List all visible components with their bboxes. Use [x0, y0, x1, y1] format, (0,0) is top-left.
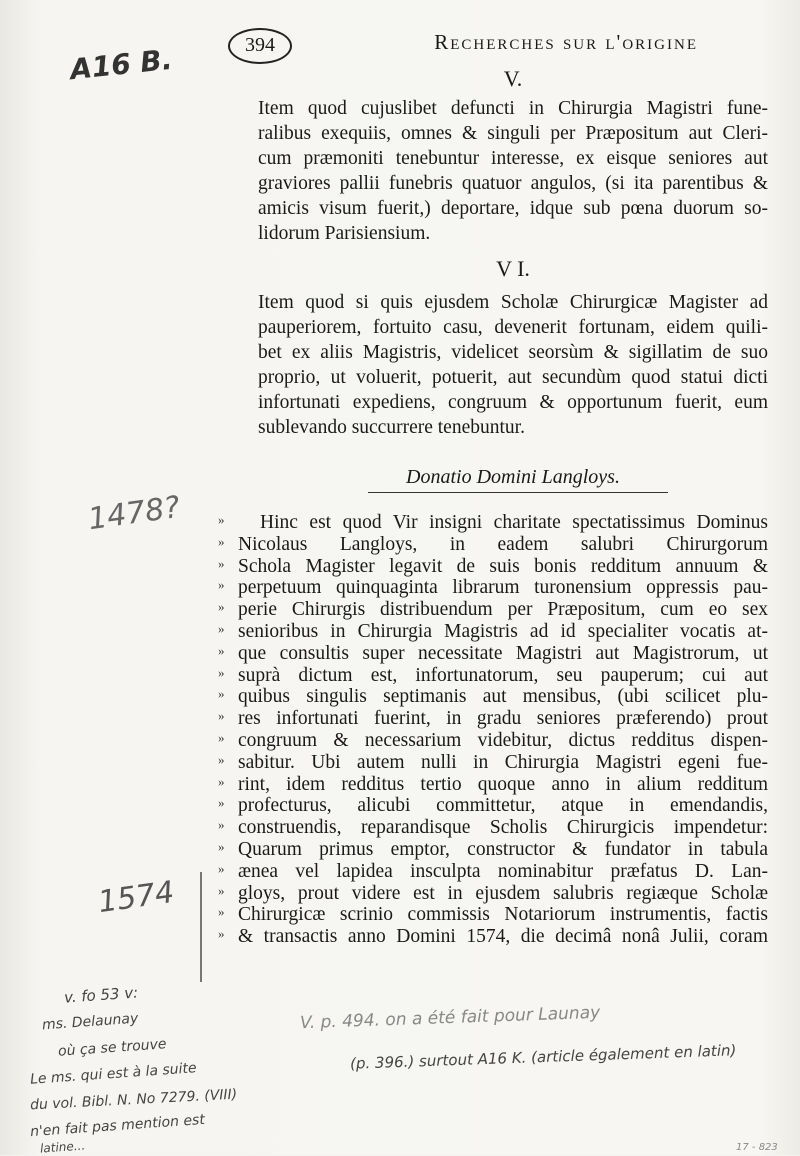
- text-line: lidorum Parisiensium.: [258, 223, 431, 244]
- quotation-mark: »: [218, 817, 225, 833]
- page-number: 394: [228, 28, 292, 64]
- page-header: [228, 28, 700, 62]
- title-underline: [368, 492, 668, 493]
- text-line: res infortunati fuerint, in gradu seniores præferendo) prout: [238, 708, 768, 730]
- section-heading: V I.: [496, 256, 530, 281]
- text-line: bet ex aliis Magistris, videlicet seorsùm & sigillatim de suo: [258, 342, 768, 363]
- quotation-mark: »: [218, 686, 225, 702]
- text-line: rint, idem redditus tertio quoque anno in alium redditum: [238, 773, 768, 795]
- quotation-mark: »: [218, 620, 225, 636]
- handwritten-note: ms. Delaunay: [41, 1010, 139, 1034]
- text-line: quibus singulis septimanis aut mensibus, (ubi scilicet plu-: [238, 686, 768, 708]
- donatio-paragraph: [238, 512, 768, 948]
- text-line: gloys, prout videre est in ejusdem salubris regiæque Scholæ: [238, 882, 768, 904]
- handwritten-note: n'en fait pas mention est: [29, 1111, 206, 1141]
- quotation-mark: »: [218, 599, 225, 615]
- quotation-mark: »: [218, 642, 225, 658]
- year-annotation: 1478?: [86, 489, 183, 538]
- handwritten-note: Le ms. qui est à la suite: [29, 1060, 198, 1088]
- quotation-mark: »: [218, 577, 225, 593]
- text-line: suprà dictum est, infortunatorum, seu pauperum; cui aut: [238, 664, 768, 686]
- quotation-mark: »: [218, 838, 225, 854]
- text-line: profecturus, alicubi committetur, atque in emendandis,: [238, 795, 768, 817]
- quotation-mark: »: [218, 773, 225, 789]
- section-v-paragraph: [258, 96, 768, 246]
- quotation-mark: »: [218, 795, 225, 811]
- text-line: Quarum primus emptor, constructor & fundator in tabula: [238, 838, 768, 860]
- section-heading: V.: [503, 66, 523, 91]
- section-vi-paragraph: [258, 290, 768, 440]
- handwritten-note: du vol. Bibl. N. No 7279. (VIII): [29, 1086, 238, 1114]
- quotation-mark: »: [218, 882, 225, 898]
- text-line: graviores pallii funebris quatuor angulos, (si ita parentibus &: [258, 173, 768, 194]
- quotation-mark: »: [218, 512, 225, 527]
- text-line: senioribus in Chirurgia Magistris ad id specialiter vocatis at-: [238, 620, 768, 642]
- text-line: perie Chirurgis distribuendum per Præpositum, cum eo sex: [238, 599, 768, 621]
- text-line: infortunati expediens, congruum & opportunum fuerit, eum: [258, 392, 768, 413]
- quotation-mark: »: [218, 555, 225, 571]
- quotation-mark: »: [218, 860, 225, 876]
- donatio-title: Donatio Domini Langloys.: [406, 466, 620, 488]
- corner-pencil-note: 17 - 823: [736, 1142, 778, 1153]
- text-line: congruum & necessarium videbitur, dictus redditus dispen-: [238, 729, 768, 751]
- text-line: ralibus exequiis, omnes & singuli per Præpositum aut Cleri-: [258, 123, 768, 144]
- text-line: Schola Magister legavit de suis bonis redditum annuum &: [238, 555, 768, 577]
- text-line: sabitur. Ubi autem nulli in Chirurgia Magistri egeni fue-: [238, 751, 768, 773]
- margin-bracket: [200, 872, 210, 982]
- handwritten-note: latine...: [39, 1138, 86, 1156]
- text-line: Nicolaus Langloys, in eadem salubri Chirurgorum: [238, 533, 768, 555]
- quotation-mark: »: [218, 904, 225, 920]
- text-line: Hinc est quod Vir insigni charitate spectatissimus Dominus: [260, 512, 768, 533]
- quotation-mark: »: [218, 533, 225, 549]
- text-line: ænea vel lapidea insculpta nominabitur præfatus D. Lan-: [238, 860, 768, 882]
- handwritten-note: v. fo 53 v:: [63, 983, 139, 1007]
- text-line: Item quod si quis ejusdem Scholæ Chirurgicæ Magister ad: [258, 292, 768, 313]
- shelfmark-annotation: A16 B.: [68, 42, 174, 87]
- handwritten-note: (p. 396.) surtout A16 K. (article également en latin): [349, 1041, 737, 1073]
- text-line: & transactis anno Domini 1574, die decimâ nonâ Julii, coram: [238, 926, 768, 948]
- quotation-mark: »: [218, 926, 225, 942]
- quotation-mark: »: [218, 751, 225, 767]
- text-line: pauperiorem, fortuito casu, devenerit fortunam, eidem quili-: [258, 317, 768, 338]
- handwritten-note: où ça se trouve: [57, 1036, 167, 1060]
- quotation-mark: »: [218, 664, 225, 680]
- quotation-mark: »: [218, 729, 225, 745]
- text-line: Chirurgicæ scrinio commissis Notariorum instrumentis, factis: [238, 904, 768, 926]
- text-line: que consultis super necessitate Magistri aut Magistrorum, ut: [238, 642, 768, 664]
- running-title: Recherches sur l'origine: [434, 30, 698, 54]
- text-line: cum præmoniti tenebuntur interesse, ex eisque seniores aut: [258, 148, 768, 169]
- text-line: proprio, ut voluerit, potuerit, aut secundùm quod statui dicti: [258, 367, 768, 388]
- handwritten-note: V. p. 494. on a été fait pour Launay: [299, 1002, 601, 1034]
- text-line: sublevando succurrere tenebuntur.: [258, 417, 525, 438]
- text-line: Item quod cujuslibet defuncti in Chirurgia Magistri fune-: [258, 98, 768, 119]
- text-line: amicis visum fuerit,) deportare, idque sub pœna duorum so-: [258, 198, 768, 219]
- text-line: perpetuum quinquaginta librarum turonensium oppressis pau-: [238, 577, 768, 599]
- year-annotation: 1574: [95, 874, 177, 921]
- text-line: construendis, reparandisque Scholis Chirurgicis impendetur:: [238, 817, 768, 839]
- quotation-mark: »: [218, 708, 225, 724]
